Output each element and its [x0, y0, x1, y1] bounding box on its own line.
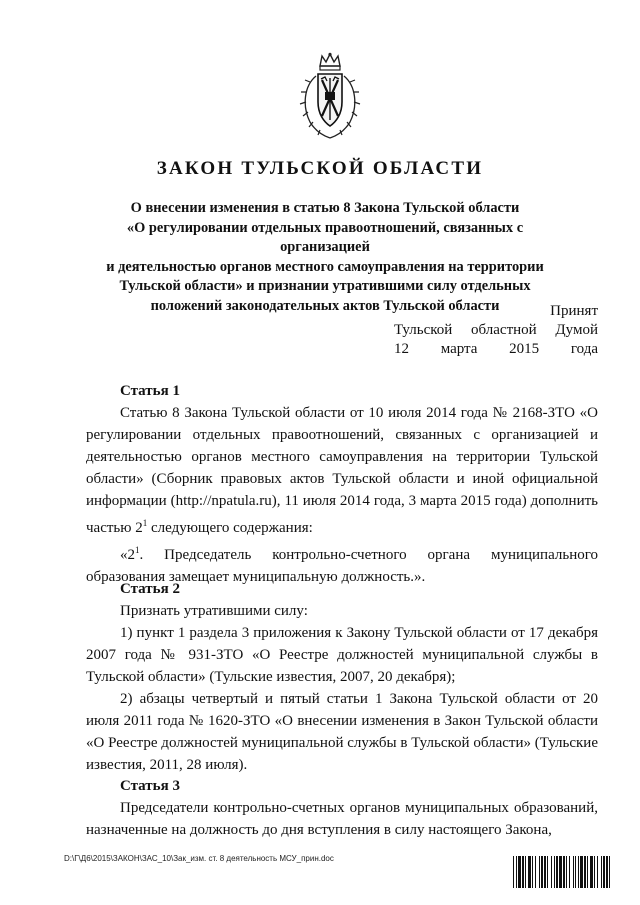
- adoption-month: марта: [440, 341, 478, 357]
- article-item: 2) абзацы четвертый и пятый статьи 1 Закона Тульской области от 20 июля 2011 года № 1620-ЗТО «О внесении изменения в Закон Тульской области «О Реестре должностей муниципальной службы в Тульской области» (Тульские известия, 2011, 28 июля).: [86, 691, 598, 773]
- adoption-year-word: года: [570, 341, 598, 357]
- subject-line: и деятельностью органов местного самоуправления на территории: [106, 258, 544, 275]
- subject-line: Тульской области» и признании утратившими силу отдельных: [119, 278, 531, 294]
- subject-line: «О регулировании отдельных правоотношений, связанных с организацией: [126, 219, 524, 255]
- adoption-year: 2015: [509, 341, 540, 357]
- file-path: D:\Г\Д6\2015\ЗАКОН\ЗАС_10\Зак_изм. ст. 8 деятельность МСУ_прин.doc: [64, 854, 334, 863]
- adoption-day: 12: [394, 341, 409, 357]
- article-item: 1) пункт 1 раздела 3 приложения к Закону Тульской области от 17 декабря 2007 года № 931-ЗТО «О Реестре должностей муниципальной службы в Тульской области» (Тульские известия, 2007, 20 декабря);: [86, 625, 598, 685]
- article-1: [86, 380, 598, 588]
- article-text: следующего содержания:: [147, 520, 313, 536]
- superscript: 1: [135, 545, 140, 555]
- adoption-body: Тульской областной Думой: [394, 322, 598, 338]
- article-text: Статью 8 Закона Тульской области от 10 июля 2014 года № 2168-ЗТО «О регулировании отдельных правоотношений, связанных с организацией и деятельностью органов местного самоуправления на территории Тульской области» (Сборник правовых актов Тульской области и иной официальной информации (http://npatula.ru), 11 июля 2014 года, 3 марта 2015 года) дополнить частью 2: [86, 405, 598, 536]
- subject-line: положений законодательных актов Тульской области: [150, 297, 500, 314]
- adoption-date: [394, 340, 598, 359]
- article-paragraph: Председатели контрольно-счетных органов муниципальных образований, назначенные на должность до дня вступления в силу настоящего Закона,: [86, 800, 598, 838]
- adoption-block: [394, 302, 598, 359]
- article-paragraph: Признать утратившими силу:: [120, 603, 308, 619]
- article-heading: Статья 2: [120, 581, 180, 597]
- article-text: . Председатель контрольно-счетного органа муниципального образования замещает муниципальную должность.».: [86, 547, 598, 585]
- article-paragraph: [86, 402, 598, 539]
- article-2: [86, 578, 598, 776]
- article-text: «2: [120, 547, 135, 563]
- barcode-image: [513, 856, 613, 888]
- tula-coat-of-arms-icon: [298, 52, 362, 140]
- article-heading: Статья 3: [120, 778, 180, 794]
- law-title: ЗАКОН ТУЛЬСКОЙ ОБЛАСТИ: [156, 158, 484, 179]
- article-heading: Статья 1: [120, 383, 180, 399]
- superscript: 1: [142, 518, 148, 528]
- law-subject: [96, 199, 554, 316]
- article-3: [86, 775, 598, 841]
- subject-line: О внесении изменения в статью 8 Закона Тульской области: [130, 200, 520, 216]
- adoption-label: Принят: [550, 303, 598, 319]
